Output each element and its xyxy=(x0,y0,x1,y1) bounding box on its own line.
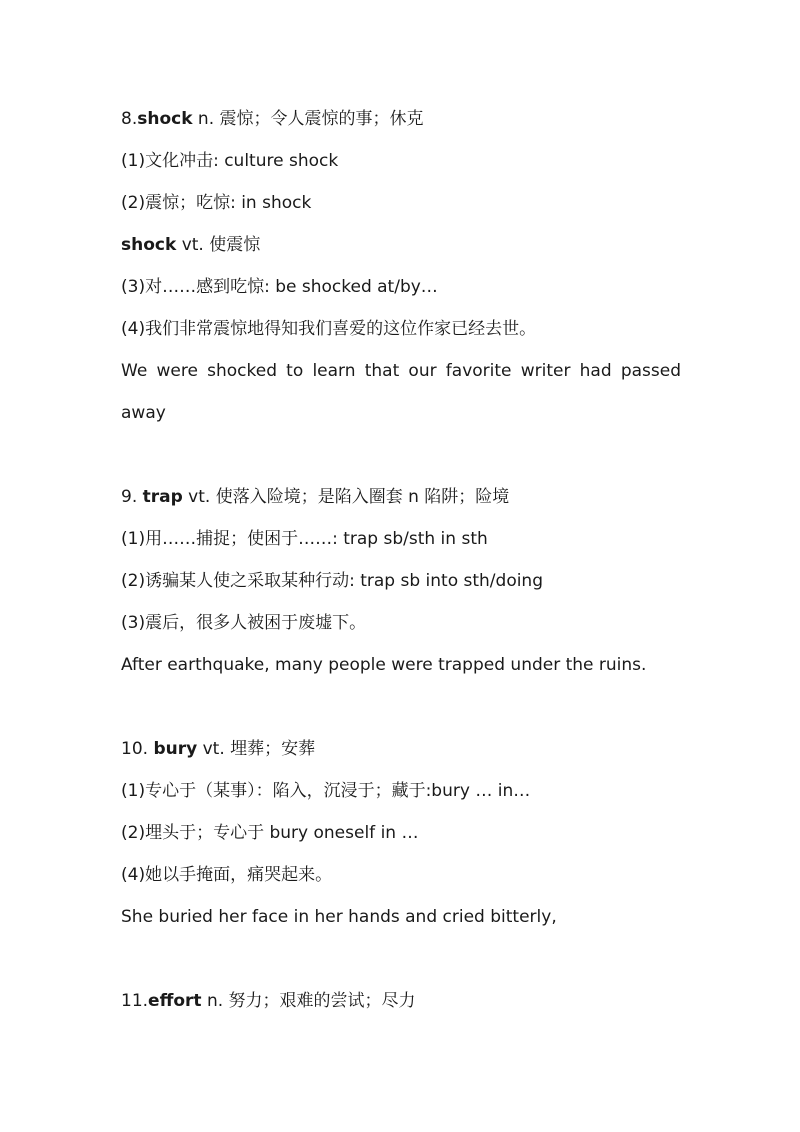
example-sentence-continuation: away xyxy=(121,403,166,423)
usage-item: (2)震惊；吃惊: in shock xyxy=(121,193,312,213)
headword: shock xyxy=(137,109,193,129)
definition: vt. 使落入险境；是陷入圈套 n 陷阱；险境 xyxy=(182,487,510,507)
entry-heading xyxy=(121,737,681,761)
entry-number: 10. xyxy=(121,739,154,759)
definition: vt. 使震惊 xyxy=(176,235,261,255)
headword: trap xyxy=(142,487,183,507)
usage-item: (1)用……捕捉；使困于……: trap sb/sth in sth xyxy=(121,529,488,549)
entry-heading xyxy=(121,485,681,509)
entry-heading xyxy=(121,989,681,1013)
example-sentence: We were shocked to learn that our favorite writer had passed xyxy=(121,361,681,381)
usage-item: (1)文化冲击: culture shock xyxy=(121,151,339,171)
usage-item: (2)埋头于；专心于 bury oneself in … xyxy=(121,823,419,843)
usage-item: (4)我们非常震惊地得知我们喜爱的这位作家已经去世。 xyxy=(121,319,537,339)
definition: vt. 埋葬；安葬 xyxy=(197,739,316,759)
example-sentence: She buried her face in her hands and cried bitterly, xyxy=(121,907,557,927)
headword: bury xyxy=(153,739,198,759)
usage-item: (3)对……感到吃惊: be shocked at/by… xyxy=(121,277,438,297)
headword: shock xyxy=(121,235,177,255)
usage-item: (4)她以手掩面，痛哭起来。 xyxy=(121,865,333,885)
definition: n. 努力；艰难的尝试；尽力 xyxy=(201,991,416,1011)
headword: effort xyxy=(148,991,202,1011)
definition: n. 震惊；令人震惊的事；休克 xyxy=(192,109,424,129)
usage-item: (2)诱骗某人使之采取某种行动: trap sb into sth/doing xyxy=(121,571,544,591)
entry-number: 9. xyxy=(121,487,143,507)
entry-number: 8. xyxy=(121,109,138,129)
example-sentence: After earthquake, many people were trapped under the ruins. xyxy=(121,655,647,675)
usage-item: (3)震后，很多人被困于废墟下。 xyxy=(121,613,367,633)
entry-number: 11. xyxy=(121,991,149,1011)
entry-heading xyxy=(121,107,681,131)
entry-subheading xyxy=(121,233,681,257)
usage-item: (1)专心于（某事）：陷入，沉浸于；藏于:bury … in… xyxy=(121,781,531,801)
